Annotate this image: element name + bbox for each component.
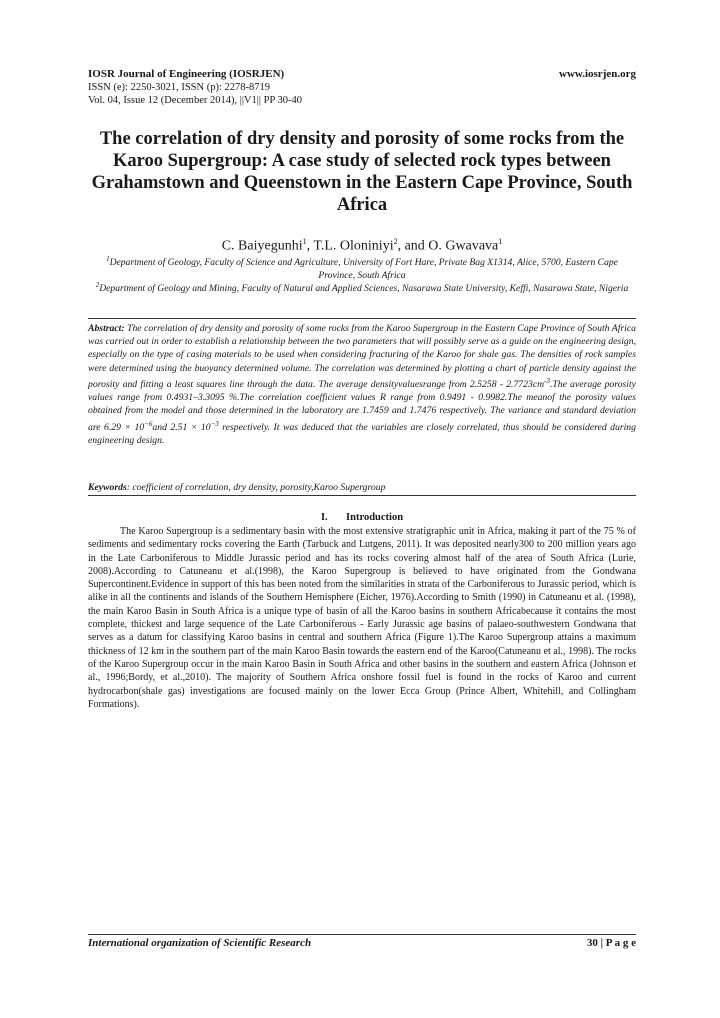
journal-header [88, 68, 636, 107]
page-footer [88, 937, 636, 949]
section-heading [88, 512, 636, 523]
section-number: I. [320, 512, 328, 523]
keywords [88, 481, 636, 494]
abstract [88, 322, 636, 447]
abstract-text: respectively. It was deduced that the variables are closely correlated, thus should be considered during engineering design. [88, 421, 636, 447]
author-name: O. Gwavava [428, 238, 499, 254]
affiliation-marker: 2 [95, 281, 100, 289]
author-separator: , [306, 238, 314, 254]
author-affil-marker: 1 [498, 237, 503, 246]
volume-line: Vol. 04, Issue 12 (December 2014), ||V1|| PP 30-40 [88, 95, 303, 106]
journal-website: www.iosrjen.org [559, 68, 636, 80]
affiliation-2 [88, 279, 636, 296]
section-title: Introduction [346, 512, 404, 523]
footer-organization: International organization of Scientific Research [88, 937, 312, 949]
abstract-superscript: -3 [544, 376, 550, 385]
author-affil-marker: 1 [302, 237, 307, 246]
author-name: T.L. Oloniniyi [313, 238, 394, 254]
abstract-top-rule [88, 318, 636, 319]
abstract-text: and 2.51 × 10 [152, 421, 211, 433]
journal-name: IOSR Journal of Engineering (IOSRJEN) [88, 68, 285, 80]
abstract-bottom-rule [88, 495, 636, 496]
affiliation-text: Department of Geology, Faculty of Science and Agriculture, University of Fort Hare, Private Bag X1314, Alice, 5700, Eastern Cape Province, South Africa [109, 257, 618, 281]
affiliation-1 [88, 253, 636, 282]
abstract-text: .The average porosity values range from 0.4931–3.3095 %.The correlation coefficient values R range from 0.9491 - 0.9982.The meanof the porosity values obtained from the model and those determined in the laboratory are 1.7459 and 1.7476 respectively. The variance and standard deviation are 6.29 × 10 [88, 379, 636, 433]
paper-title: The correlation of dry density and porosity of some rocks from the Karoo Supergroup: A case study of selected rock types between Grahamstown and Queenstown in the Eastern Cape Province, South Africa [91, 129, 633, 215]
abstract-superscript: −6 [144, 419, 153, 428]
keywords-label: Keywords [88, 482, 127, 493]
abstract-text: The correlation of dry density and porosity of some rocks from the Karoo Supergroup in the Eastern Cape Province of South Africa was carried out in order to establish a relationship between the two parameters that will possibly serve as a guide on the engineering design, especially on the type of casing materials to be used when considering fracturing of the Karoo for shale gas. The densities of rock samples were determined using the buoyancy determined volume. The correlation was determined by plotting a chart of particle density against the porosity and fitting a least squares line through the data. The average densityvaluesrange from 2.5258 - 2.7723cm [88, 323, 636, 391]
abstract-superscript: −3 [210, 419, 219, 428]
author-affil-marker: 2 [393, 237, 398, 246]
issn-line: ISSN (e): 2250-3021, ISSN (p): 2278-8719 [88, 82, 270, 93]
author-name: C. Baiyegunhi [221, 238, 303, 254]
footer-rule [88, 934, 636, 935]
affiliation-marker: 1 [106, 255, 110, 263]
page-number: 30 | P a g e [586, 937, 636, 949]
introduction-paragraph: The Karoo Supergroup is a sedimentary basin with the most extensive stratigraphic unit in Africa, making it part of the 75 % of sediments and sedimentary rocks covering the Earth (Tarbuck and Lutgens, 2011). It was deposited nearly300 to 200 million years ago in the Late Carboniferous to Middle Jurassic period and has its rocks covering almost half of the area of South Africa (Lurie, 2008).According to Catuneanu et al.(1998), the Karoo Supergroup is believed to have originated from the Gondwana Supercontinent.Evidence in support of this has been noted from the similarities in strata of the Carboniferous to Jurassic period, which is alike in all the continents and islands of the Southern Hemisphere (Eicher, 1976).According to Smith (1990) in Catuneanu et al. (1998), the main Karoo Basin in South Africa is a unique type of basin of all the Karoo basins in southern Africabecause it contains the most complete, thickest and large sequence of the Late Carboniferous - Early Jurassic age basins of palaeo-southwestern Gondwana that serves as a datum for classifying Karoo basins in central and southern Africa (Figure 1).The Karoo Supergroup attains a maximum thickness of 12 km in the southern part of the main Karoo Basin towards the eastern end of the Karoo(Catuneanu et al., 1998). The rocks of the Karoo Supergroup occur in the main Karoo Basin in South Africa and other basins in the southern and eastern Africa (Johnson et al., 1996;Bordy, et al.,2010). The majority of Southern Africa onshore fossil fuel is found in the rocks of Karoo and current hydrocarbon(shale gas) investigations are focused mainly on the lower Ecca Group (Prince Albert, Whitehill, and Collingham Formations). [88, 526, 636, 710]
keywords-text: : coefficient of correlation, dry density, porosity,Karoo Supergroup [126, 482, 386, 493]
author-separator: , and [397, 238, 429, 254]
affiliation-text: Department of Geology and Mining, Faculty of Natural and Applied Sciences, Nasarawa State University, Keffi, Nasarawa State, Nigeria [99, 283, 629, 295]
abstract-label: Abstract: [88, 323, 125, 334]
